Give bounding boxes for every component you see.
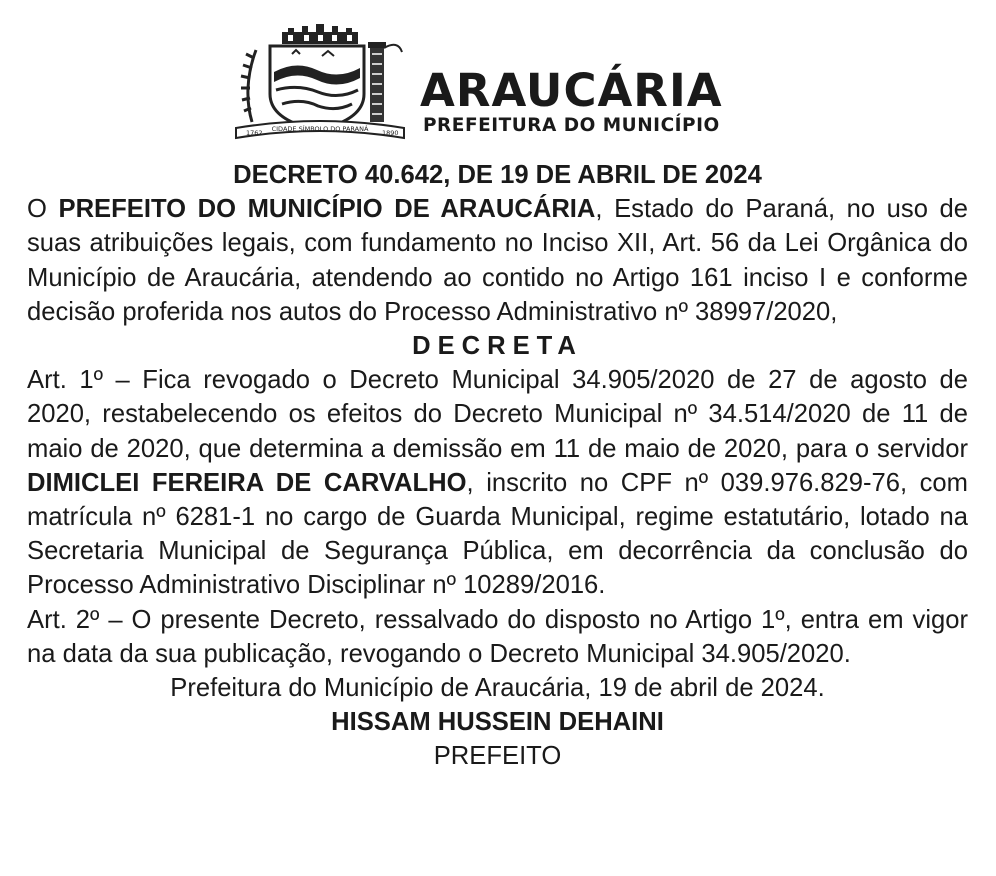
article-1 [27,363,968,602]
letterhead [0,18,996,148]
intro-paragraph [27,192,968,329]
article-2: Art. 2º – O presente Decreto, ressalvado do disposto no Artigo 1º, entra em vigor na data da sua publicação, revogando o Decreto Municipal 34.905/2020. [27,605,968,668]
decreta-heading: DECRETA [412,332,583,361]
intro-authority: PREFEITO DO MUNICÍPIO DE ARAUCÁRIA [58,195,596,224]
article-1-text-a: Art. 1º – Fica revogado o Decreto Municipal 34.905/2020 de 27 de agosto de 2020, restabelecendo os efeitos do Decreto Municipal nº 34.514/2020 de 11 de maio de 2020, que determina a demissão em 11 de maio de 2020, para o servidor [27,366,968,463]
article-1-text-b: , inscrito no CPF nº 039.976.829-76, com matrícula nº 6281-1 no cargo de Guarda Municipal, regime estatutário, lotado na Secretaria Municipal de Segurança Pública, em decorrência da conclusão do Processo Administrativo Disciplinar nº 10289/2016. [27,468,968,600]
place-date: Prefeitura do Município de Araucária, 19 de abril de 2024. [170,674,825,703]
intro-lead: O [27,195,59,224]
decree-body [27,158,968,774]
crest-year-left: 1762 [246,129,263,137]
servant-name: DIMICLEI FEREIRA DE CARVALHO [27,468,467,497]
intro-text: , Estado do Paraná, no uso de suas atribuições legais, com fundamento no Inciso XII, Art. 56 da Lei Orgânica do Município de Araucária, atendendo ao contido no Artigo 161 inciso I e conforme decisão proferida nos autos do Processo Administrativo nº 38997/2020, [27,195,969,326]
signer-name: HISSAM HUSSEIN DEHAINI [331,708,664,737]
signer-role: PREFEITO [433,742,562,771]
crest-ribbon-text: CIDADE SÍMBOLO DO PARANÁ [271,125,369,133]
coat-of-arms-emblem [232,24,408,142]
brand-title: ARAUCÁRIA [420,64,723,117]
crest-year-right: 1890 [382,129,399,137]
decree-title: DECRETO 40.642, DE 19 DE ABRIL DE 2024 [233,161,762,189]
brand-subtitle: PREFEITURA DO MUNICÍPIO [423,115,720,136]
